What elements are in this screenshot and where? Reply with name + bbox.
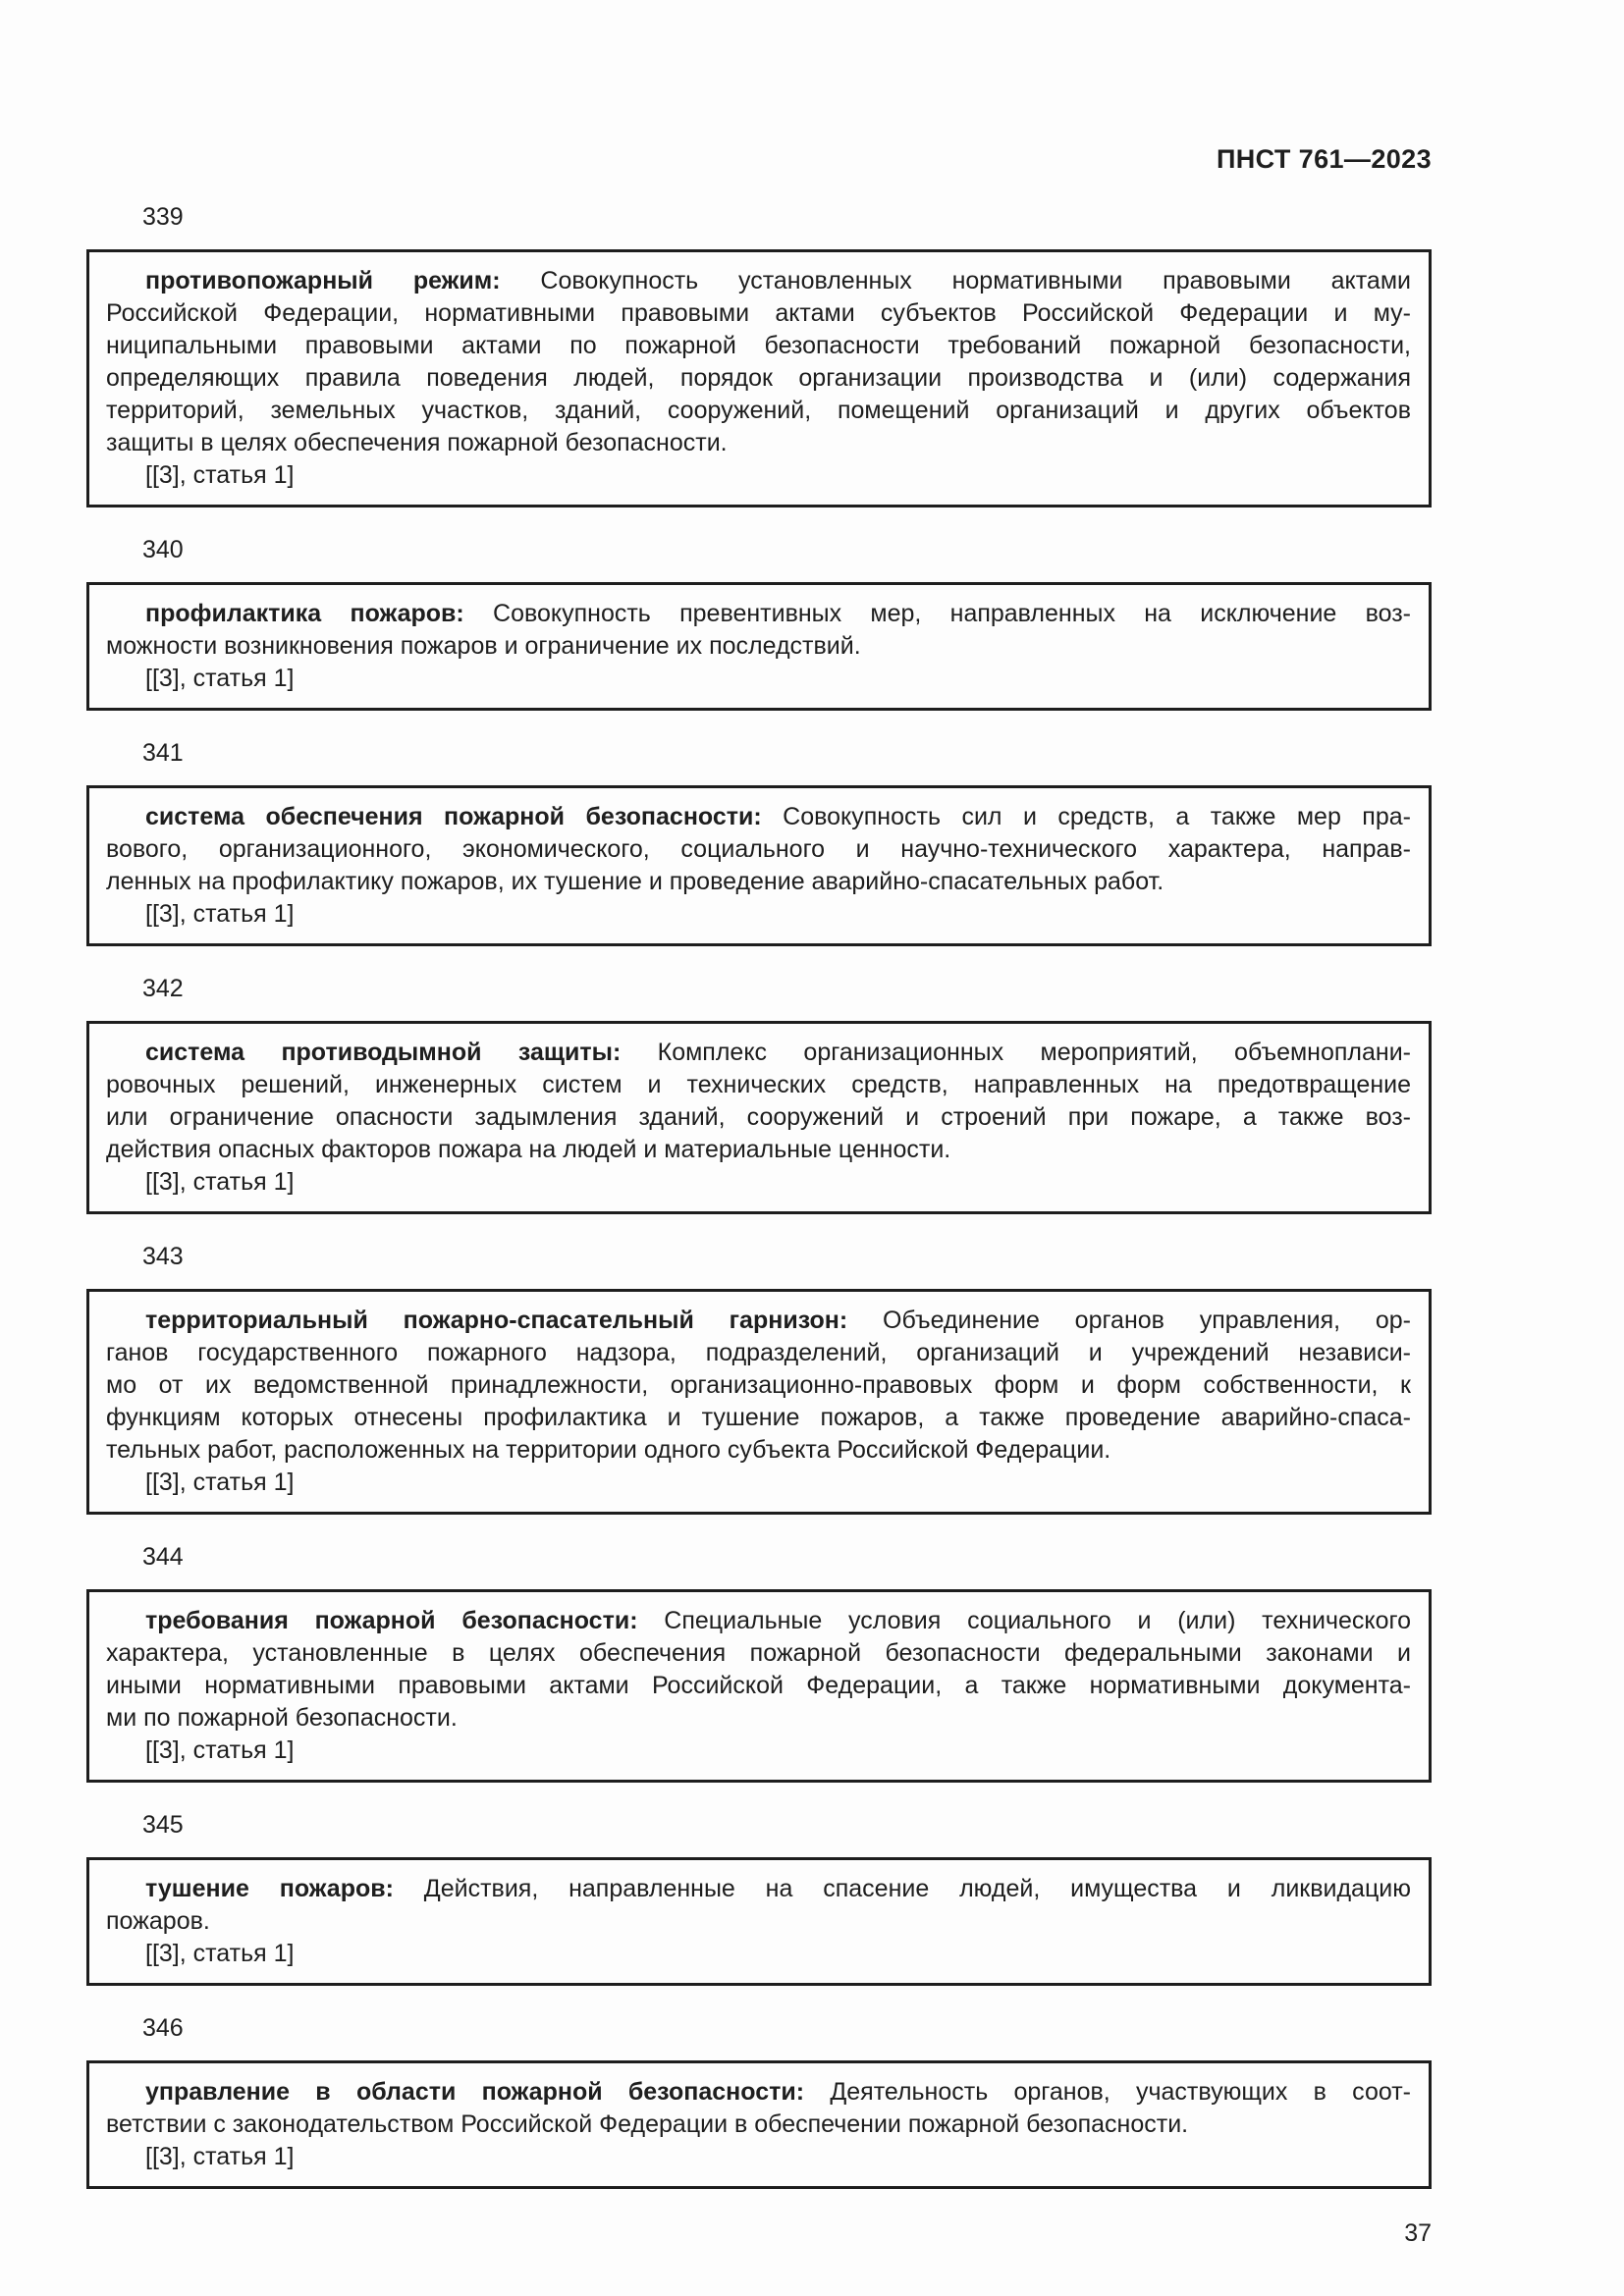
term-definition-box [86, 249, 1432, 507]
term-entry [86, 2013, 1432, 2189]
entry-number: 342 [142, 975, 184, 1002]
definition-lines [106, 833, 1411, 898]
definition-line: ганов государственного пожарного надзора, подразделений, организаций и учреждений независи- [106, 1339, 1411, 1366]
definition-line: защиты в целях обеспечения пожарной безопасности. [106, 429, 728, 456]
definition-line: ровочных решений, инженерных систем и технических средств, направленных на предотвращение [106, 1071, 1411, 1098]
term-bold: профилактика пожаров: [145, 600, 464, 627]
definition-first-line-rest: Комплекс организационных мероприятий, объемноплани- [657, 1039, 1411, 1066]
term-entry [86, 1810, 1432, 1986]
document-code-header: ПНСТ 761—2023 [1216, 144, 1432, 174]
definition-line: функциям которых отнесены профилактика и тушение пожаров, а также проведение аварийно-спаса- [106, 1404, 1411, 1431]
term-entry [86, 738, 1432, 946]
entry-number: 343 [142, 1243, 184, 1270]
term-entry [86, 1242, 1432, 1515]
definition-line: действия опасных факторов пожара на людей и материальные ценности. [106, 1136, 951, 1163]
entry-number: 340 [142, 536, 184, 563]
definition-line: ветствии с законодательством Российской Федерации в обеспечении пожарной безопасности. [106, 2110, 1189, 2138]
term-entry [86, 535, 1432, 711]
entry-number: 344 [142, 1543, 184, 1571]
definition-line: характера, установленные в целях обеспечения пожарной безопасности федеральными законами и [106, 1639, 1411, 1667]
definition-line: мо от их ведомственной принадлежности, организационно-правовых форм и форм собственности, к [106, 1371, 1411, 1399]
citation: [[3], статья 1] [145, 461, 295, 489]
term-bold: требования пожарной безопасности: [145, 1607, 638, 1634]
definition-first-line-rest: Совокупность сил и средств, а также мер пра- [783, 803, 1411, 830]
definition-lines [106, 1637, 1411, 1735]
definition-first-line-rest: Объединение органов управления, ор- [883, 1307, 1411, 1334]
citation: [[3], статья 1] [145, 1940, 295, 1967]
definition-line: пожаров. [106, 1907, 210, 1935]
definition-first-line-rest: Совокупность превентивных мер, направленных на исключение воз- [493, 600, 1412, 627]
definition-first-line [106, 1873, 1411, 1905]
entry-number: 345 [142, 1811, 184, 1839]
term-bold: система противодымной защиты: [145, 1039, 622, 1066]
citation: [[3], статья 1] [145, 665, 295, 692]
term-bold: противопожарный режим: [145, 267, 501, 294]
definition-lines [106, 630, 1411, 663]
definition-first-line [106, 2076, 1411, 2109]
term-definition-box [86, 582, 1432, 711]
definition-line: Российской Федерации, нормативными правовыми актами субъектов Российской Федерации и му- [106, 299, 1411, 327]
citation: [[3], статья 1] [145, 1468, 295, 1496]
citation: [[3], статья 1] [145, 2143, 295, 2170]
definition-line: тельных работ, расположенных на территории одного субъекта Российской Федерации. [106, 1436, 1111, 1464]
term-definition-box [86, 2060, 1432, 2189]
definition-lines [106, 2109, 1411, 2141]
term-definition-box [86, 1021, 1432, 1214]
term-bold: территориальный пожарно-спасательный гарнизон: [145, 1307, 848, 1334]
term-definition-box [86, 1589, 1432, 1783]
definition-first-line [106, 1305, 1411, 1337]
definition-line: или ограничение опасности задымления зданий, сооружений и строений при пожаре, а также воз- [106, 1103, 1411, 1131]
citation: [[3], статья 1] [145, 900, 295, 928]
term-entry [86, 202, 1432, 507]
definition-first-line [106, 598, 1411, 630]
term-entry [86, 1542, 1432, 1783]
entries [86, 202, 1432, 2189]
definition-lines [106, 297, 1411, 459]
term-bold: тушение пожаров: [145, 1875, 394, 1902]
definition-line: ми по пожарной безопасности. [106, 1704, 458, 1732]
term-definition-box [86, 785, 1432, 946]
citation: [[3], статья 1] [145, 1736, 295, 1764]
term-entry [86, 974, 1432, 1214]
definition-line: ниципальными правовыми актами по пожарной безопасности требований пожарной безопасности, [106, 332, 1411, 359]
definition-line: иными нормативными правовыми актами Российской Федерации, а также нормативными документа- [106, 1672, 1411, 1699]
citation: [[3], статья 1] [145, 1168, 295, 1196]
definition-lines [106, 1069, 1411, 1166]
definition-first-line [106, 1605, 1411, 1637]
definition-first-line-rest: Совокупность установленных нормативными правовыми актами [540, 267, 1411, 294]
definition-first-line [106, 265, 1411, 297]
term-definition-box [86, 1289, 1432, 1515]
page-number: 37 [1404, 2219, 1432, 2247]
definition-line: можности возникновения пожаров и ограничение их последствий. [106, 632, 861, 660]
definition-first-line-rest: Действия, направленные на спасение людей, имущества и ликвидацию [423, 1875, 1411, 1902]
definition-line: территорий, земельных участков, зданий, сооружений, помещений организаций и других объектов [106, 397, 1411, 424]
definition-first-line [106, 801, 1411, 833]
definition-first-line-rest: Деятельность органов, участвующих в соот- [830, 2078, 1411, 2106]
definition-line: ленных на профилактику пожаров, их тушение и проведение аварийно-спасательных работ. [106, 868, 1164, 895]
definition-line: вового, организационного, экономического, социального и научно-технического характера, направ- [106, 835, 1411, 863]
definition-lines [106, 1337, 1411, 1467]
term-bold: управление в области пожарной безопасности: [145, 2078, 805, 2106]
definition-first-line [106, 1037, 1411, 1069]
definition-line: определяющих правила поведения людей, порядок организации производства и (или) содержания [106, 364, 1411, 392]
entry-number: 346 [142, 2014, 184, 2042]
term-bold: система обеспечения пожарной безопасности: [145, 803, 762, 830]
definition-lines [106, 1905, 1411, 1938]
definition-first-line-rest: Специальные условия социального и (или) технического [664, 1607, 1411, 1634]
entry-number: 339 [142, 203, 184, 231]
entry-number: 341 [142, 739, 184, 767]
term-definition-box [86, 1857, 1432, 1986]
